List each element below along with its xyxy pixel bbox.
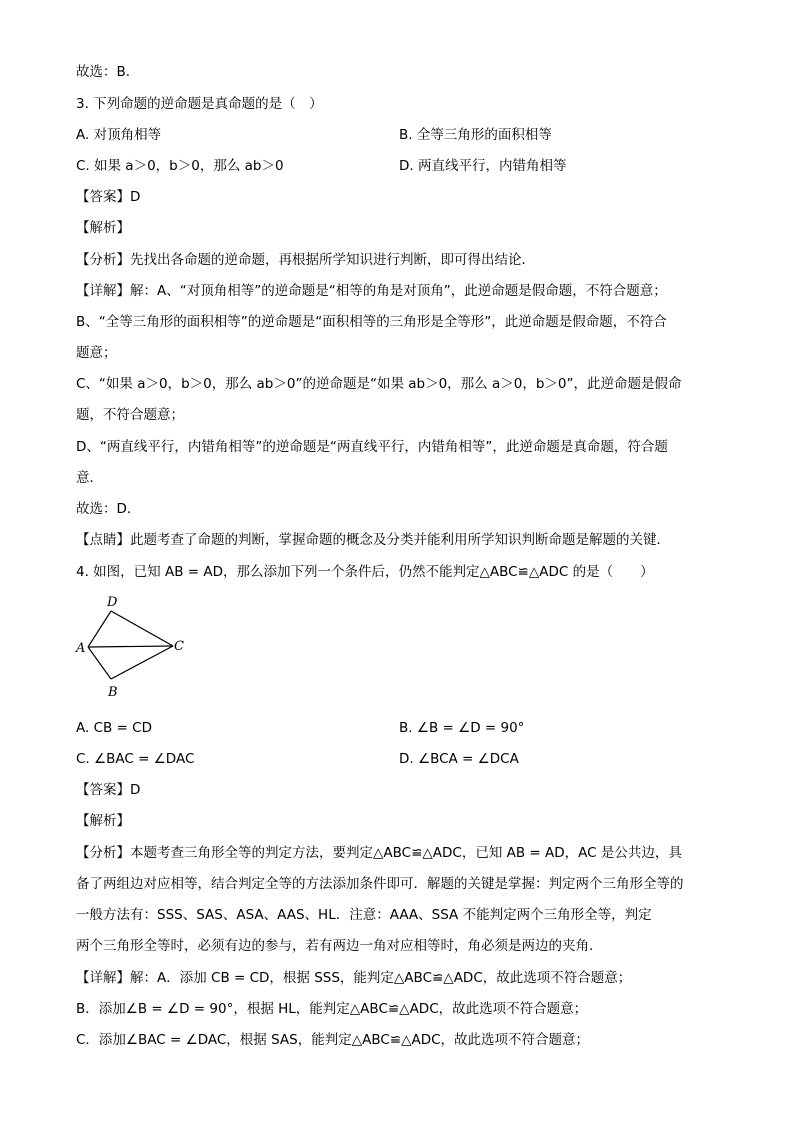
q4-answer: 【答案】D — [76, 782, 141, 798]
segment-ac — [88, 646, 173, 647]
segment-ab — [88, 647, 111, 679]
triangle-figure — [70, 592, 200, 704]
segment-bc — [111, 646, 173, 679]
q4-detail-a: 【详解】解：A．添加 CB = CD，根据 SSS，能判定△ABC≌△ADC，故此选项不符合题意； — [76, 970, 632, 986]
q4-analysis-1: 【分析】本题考查三角形全等的判定方法，要判定△ABC≌△ADC，已知 AB = AD，AC 是公共边，具 — [76, 845, 682, 861]
q3-detail-a: 【详解】解：A、“对顶角相等”的逆命题是“相等的角是对顶角”，此逆命题是假命题，不符合题意； — [76, 283, 667, 299]
q4-detail-c: C．添加∠BAC = ∠DAC，根据 SAS，能判定△ABC≌△ADC，故此选项不符合题意； — [76, 1032, 590, 1048]
q4-option-a: A. CB = CD — [76, 720, 152, 736]
q4-analysis-4: 两个三角形全等时，必须有边的参与，若有两边一角对应相等时，角必须是两边的夹角． — [76, 938, 603, 954]
question-4-stem: 4. 如图，已知 AB = AD，那么添加下列一个条件后，仍然不能判定△ABC≌△ADC 的是（ ） — [76, 564, 654, 580]
q3-answer: 【答案】D — [76, 189, 141, 205]
q3-analysis: 【分析】先找出各命题的逆命题，再根据所学知识进行判断，即可得出结论． — [76, 252, 535, 268]
point-d-label: D — [107, 595, 118, 610]
segment-dc — [111, 611, 173, 646]
q3-detail-d-cont: 意． — [76, 470, 103, 486]
q3-detail-d: D、“两直线平行，内错角相等”的逆命题是“两直线平行，内错角相等”，此逆命题是真命题，符合题 — [76, 439, 668, 455]
text-line: 故选：B． — [76, 64, 140, 80]
q3-option-c: C. 如果 a＞0，b＞0，那么 ab＞0 — [76, 158, 284, 174]
q3-option-a: A. 对顶角相等 — [76, 127, 162, 143]
q3-comment: 【点睛】此题考查了命题的判断，掌握命题的概念及分类并能利用所学知识判断命题是解题的关键． — [76, 532, 670, 548]
q3-detail-b-cont: 题意； — [76, 345, 117, 361]
q4-option-c: C. ∠BAC = ∠DAC — [76, 751, 195, 767]
q4-detail-b: B．添加∠B = ∠D = 90°，根据 HL，能判定△ABC≌△ADC，故此选项不符合题意； — [76, 1001, 588, 1017]
q3-detail-b: B、“全等三角形的面积相等”的逆命题是“面积相等的三角形是全等形”，此逆命题是假命题，不符合 — [76, 314, 667, 330]
q3-option-d: D. 两直线平行，内错角相等 — [399, 158, 567, 174]
q4-analysis-heading: 【解析】 — [76, 813, 130, 829]
q4-option-d: D. ∠BCA = ∠DCA — [399, 751, 519, 767]
q3-option-b: B. 全等三角形的面积相等 — [399, 127, 552, 143]
q3-detail-c: C、“如果 a＞0，b＞0，那么 ab＞0”的逆命题是“如果 ab＞0，那么 a＞0，b＞0”，此逆命题是假命 — [76, 376, 682, 392]
q3-detail-c-cont: 题，不符合题意； — [76, 407, 184, 423]
q3-conclusion: 故选：D． — [76, 501, 141, 517]
point-a-label: A — [76, 641, 86, 656]
question-3-stem: 3. 下列命题的逆命题是真命题的是（ ） — [76, 96, 323, 112]
q4-analysis-2: 备了两组边对应相等，结合判定全等的方法添加条件即可．解题的关键是掌握：判定两个三角形全等的 — [76, 876, 684, 892]
q4-option-b: B. ∠B = ∠D = 90° — [399, 720, 525, 736]
point-b-label: B — [108, 685, 118, 700]
segment-ad — [88, 611, 111, 647]
q4-analysis-3: 一般方法有：SSS、SAS、ASA、AAS、HL．注意：AAA、SSA 不能判定两个三角形全等，判定 — [76, 907, 652, 923]
q3-analysis-heading: 【解析】 — [76, 220, 130, 236]
point-c-label: C — [174, 639, 184, 654]
